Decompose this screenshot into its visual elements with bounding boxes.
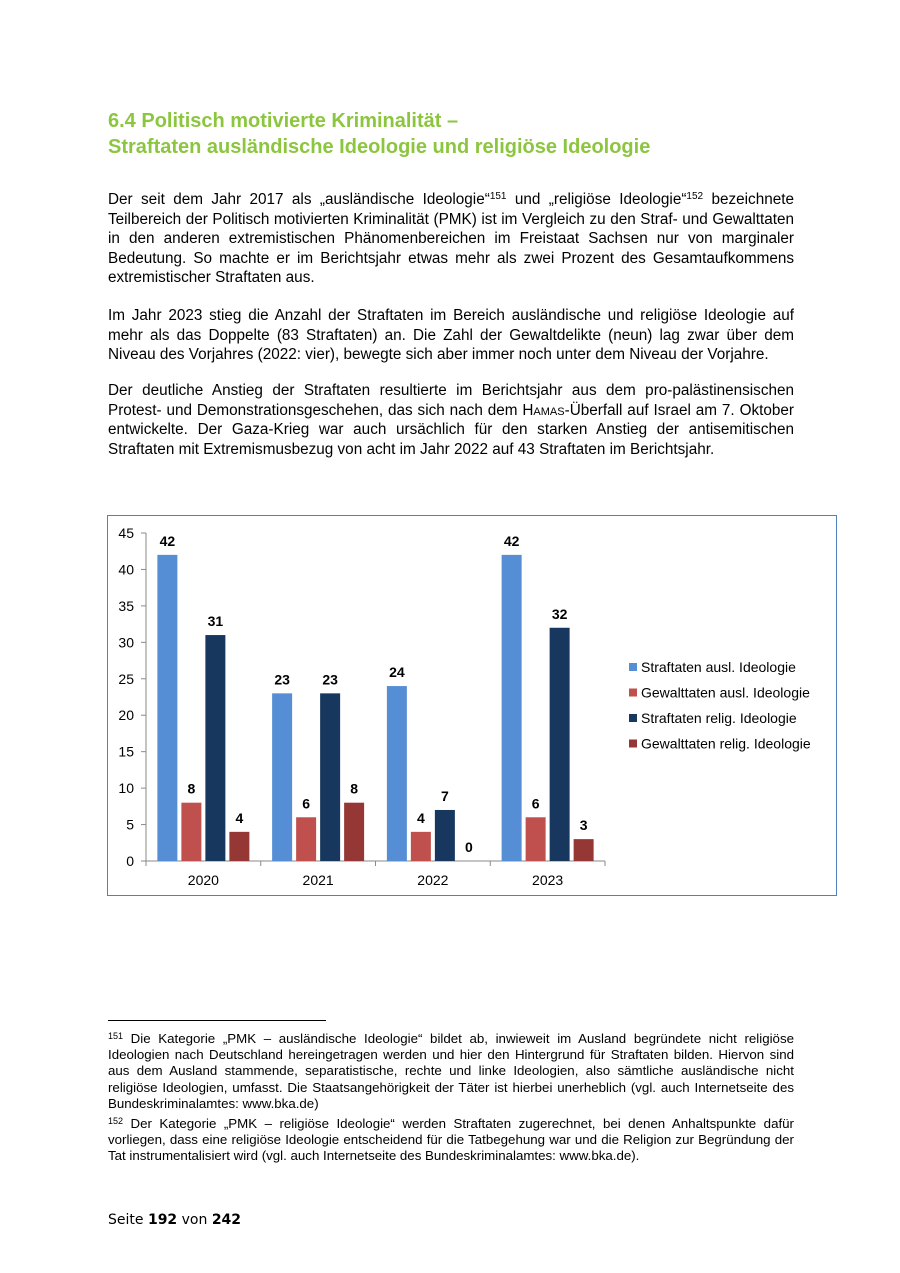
- data-label: 31: [207, 613, 224, 630]
- y-tick-label: 45: [118, 525, 134, 541]
- data-label: 7: [440, 787, 449, 804]
- footnote-151-text: Die Kategorie „PMK – ausländische Ideologie“ bildet ab, inwieweit im Ausland begründete nicht religiöse Ideologien nach Deutschland hereingetragen werden und hier den Hintergrund für Straftaten bilden. Hiervon sind aus dem Ausland stammende, separatistische, rechte und linke Ideologien, also sämtliche ausländische nicht religiöse Ideologien, umfasst. Die Staatsangehörigkeit der Täter ist hierbei unerheblich (vgl. auch Internetseite des Bundeskriminalamtes: www.bka.de): [108, 1031, 794, 1111]
- data-label: 4: [416, 809, 425, 826]
- bar: [205, 635, 225, 861]
- data-label: 4: [235, 809, 244, 826]
- y-tick-label: 15: [118, 743, 134, 760]
- bar: [272, 693, 292, 861]
- x-tick-label: 2020: [187, 872, 219, 888]
- legend-label: Straftaten ausl. Ideologie: [641, 659, 796, 675]
- legend-swatch: [629, 689, 637, 697]
- paragraph-cause-text-a: Der deutliche Anstieg der Straftaten resultierte im Berichtsjahr aus dem pro-palästinensischen Protest- und Demonstrationsgeschehen, das sich nach dem: [108, 382, 794, 419]
- page-number-middle: von: [177, 1212, 212, 1228]
- section-heading-line2: Straftaten ausländische Ideologie und religiöse Ideologie: [108, 136, 651, 158]
- footnote-separator: [108, 1020, 326, 1021]
- bar: [229, 832, 249, 861]
- paragraph-2023-increase: Im Jahr 2023 stieg die Anzahl der Straftaten im Bereich ausländische und religiöse Ideologie auf mehr als das Doppelte (83 Straftaten) an. Die Zahl der Gewaltdelikte (neun) lag zwar über dem Niveau des Vorjahres (2022: vier), bewegte sich aber immer noch unter dem Niveau der Vorjahre.: [108, 307, 794, 364]
- bar: [435, 810, 455, 861]
- data-label: 23: [322, 671, 338, 688]
- legend-label: Gewalttaten relig. Ideologie: [641, 735, 811, 752]
- footnote-151-number: 151: [108, 1031, 124, 1041]
- legend-label: Gewalttaten ausl. Ideologie: [641, 684, 810, 701]
- footnote-152: [108, 1116, 794, 1165]
- y-tick-label: 20: [118, 707, 134, 724]
- hamas-smallcaps: Hamas: [522, 401, 565, 419]
- bar: [526, 817, 546, 861]
- page-number-total: 242: [211, 1212, 242, 1228]
- data-label: 8: [350, 780, 359, 797]
- x-tick-label: 2023: [532, 872, 564, 888]
- y-tick-label: 30: [118, 634, 134, 651]
- paragraph-intro-text-a: Der seit dem Jahr 2017 als „ausländische Ideologie“: [108, 191, 490, 208]
- x-tick-label: 2022: [417, 872, 449, 888]
- data-label: 6: [302, 795, 311, 812]
- paragraph-intro: [108, 190, 794, 288]
- data-label: 32: [551, 605, 568, 622]
- chart-frame: [107, 515, 837, 896]
- footnote-ref-151[interactable]: 151: [489, 191, 507, 202]
- bar-chart: [108, 516, 835, 894]
- data-label: 6: [531, 795, 540, 812]
- page-number-prefix: Seite: [108, 1212, 148, 1228]
- legend-swatch: [629, 663, 637, 671]
- data-label: 8: [187, 780, 196, 797]
- footnote-ref-152[interactable]: 152: [686, 191, 704, 202]
- data-label: 23: [274, 671, 290, 688]
- data-label: 42: [503, 532, 520, 549]
- bar: [157, 555, 177, 861]
- section-heading: [108, 108, 808, 160]
- bar: [181, 803, 201, 861]
- page-number: [108, 1212, 241, 1228]
- bar: [320, 693, 340, 861]
- paragraph-cause-text-b: -Überfall auf Israel am 7. Oktober entwickelte. Der Gaza-Krieg war auch ursächlich für den starken Anstieg der antisemitischen Straftaten mit Extremismusbezug von acht im Jahr 2022 auf 43 Straftaten im Berichtsjahr.: [108, 401, 794, 458]
- section-heading-line1: 6.4 Politisch motivierte Kriminalität –: [108, 110, 459, 132]
- data-label: 0: [464, 839, 473, 855]
- footnote-152-number: 152: [108, 1116, 124, 1126]
- footnote-151: [108, 1031, 794, 1112]
- bar: [387, 686, 407, 861]
- y-tick-label: 35: [118, 597, 134, 614]
- page-number-current: 192: [147, 1212, 178, 1228]
- data-label: 24: [389, 664, 405, 681]
- paragraph-intro-text-b: und „religiöse Ideologie“: [506, 191, 687, 208]
- y-tick-label: 25: [118, 670, 134, 687]
- paragraph-cause: [108, 381, 794, 459]
- y-tick-label: 0: [126, 853, 134, 869]
- legend-swatch: [629, 740, 637, 748]
- data-label: 42: [159, 532, 176, 549]
- legend-swatch: [629, 714, 637, 722]
- bar: [296, 817, 316, 861]
- footnote-152-text: Der Kategorie „PMK – religiöse Ideologie“ werden Straftaten zugerechnet, bei denen Anhaltspunkte dafür vorliegen, dass eine religiöse Ideologie entscheidend für die Tatbegehung war und die Religion zur Begründung der Tat instrumentalisiert wird (vgl. auch Internetseite des Bundeskriminalamtes: www.bka.de).: [108, 1116, 794, 1164]
- bar: [502, 555, 522, 861]
- y-tick-label: 10: [118, 780, 134, 797]
- bar: [344, 803, 364, 861]
- paragraph-intro-text-c: bezeichnete Teilbereich der Politisch motivierten Kriminalität (PMK) ist im Vergleich zu den Straf- und Gewalttaten in den anderen extremistischen Phänomenbereichen im Freistaat Sachsen nur von marginaler Bedeutung. So machte er im Berichtsjahr etwas mehr als zwei Prozent des Gesamtaufkommens extremistischer Straftaten aus.: [108, 191, 794, 287]
- legend-label: Straftaten relig. Ideologie: [641, 710, 797, 726]
- bar: [574, 839, 594, 861]
- x-tick-label: 2021: [302, 872, 334, 888]
- data-label: 3: [579, 817, 588, 834]
- bar: [411, 832, 431, 861]
- y-tick-label: 5: [126, 816, 134, 833]
- y-tick-label: 40: [118, 561, 134, 578]
- bar: [550, 628, 570, 861]
